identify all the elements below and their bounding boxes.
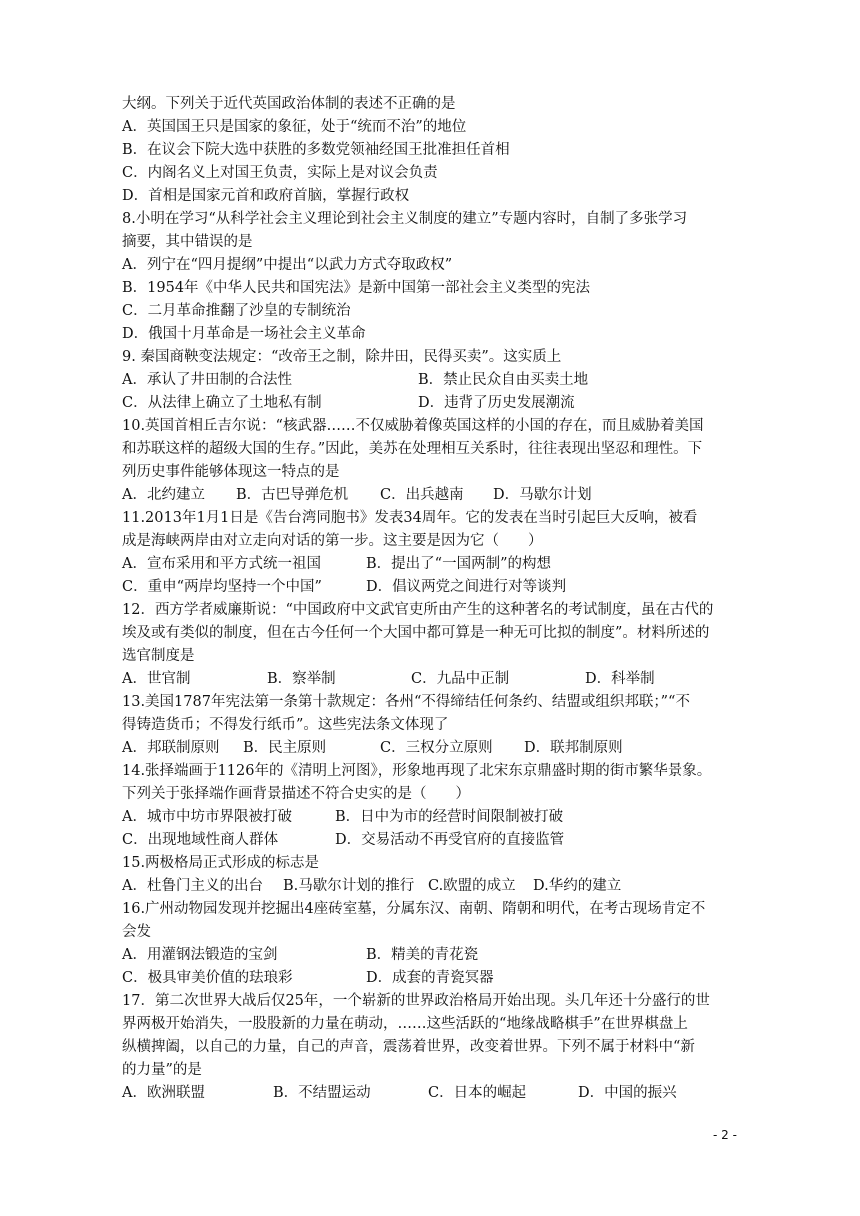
text-line: 16.广州动物园发现并挖掘出4座砖室墓，分属东汉、南朝、隋朝和明代，在考古现场肯定不 [122,901,706,917]
answer-option: C．出兵越南 [380,487,464,503]
answer-option: B．民主原则 [243,740,327,756]
answer-option: D．联邦制原则 [524,740,623,756]
answer-option: B．精美的青花瓷 [366,947,479,963]
answer-option: C．重申“两岸均坚持一个中国” [122,579,322,595]
answer-option: D．马歇尔计划 [493,487,592,503]
answer-option: B．察举制 [267,671,336,687]
answer-option: C．从法律上确立了土地私有制 [122,395,322,411]
answer-option: D．倡议两党之间进行对等谈判 [366,579,567,595]
answer-option: A．北约建立 [122,487,205,503]
text-line: 17．第二次世界大战后仅25年，一个崭新的世界政治格局开始出现。头几年还十分盛行的世 [122,993,710,1009]
text-line: D．俄国十月革命是一场社会主义革命 [122,326,366,342]
text-line: B．在议会下院大选中获胜的多数党领袖经国王批准担任首相 [122,142,510,158]
answer-option: C．三权分立原则 [380,740,493,756]
answer-option: A．邦联制原则 [122,740,220,756]
text-line: A．列宁在“四月提纲”中提出“以武力方式夺取政权” [122,257,453,273]
text-line: 8.小明在学习“从科学社会主义理论到社会主义制度的建立”专题内容时，自制了多张学习 [122,211,688,227]
text-line: 下列关于张择端作画背景描述不符合史实的是（ ） [122,786,470,802]
answer-option: A．承认了井田制的合法性 [122,372,292,388]
answer-option: B．禁止民众自由买卖土地 [418,372,589,388]
answer-option: D．成套的青瓷冥器 [366,970,494,986]
answer-option: A．用灌钢法锻造的宝剑 [122,947,278,963]
text-line: 选官制度是 [122,648,195,664]
answer-option: C.欧盟的成立 [428,878,516,894]
text-line: 列历史事件能够体现这一特点的是 [122,464,340,480]
text-line: 15.两极格局正式形成的标志是 [122,855,320,871]
text-line: 和苏联这样的超级大国的生存。”因此，美苏在处理相互关系时，往往表现出坚忍和理性。下 [122,441,703,457]
answer-option: C．日本的崛起 [428,1085,527,1101]
answer-option: D．交易活动不再受官府的直接监管 [335,832,565,848]
text-line: 9. 秦国商鞅变法规定：“改帝王之制，除井田，民得买卖”。这实质上 [122,349,562,365]
text-line: B．1954年《中华人民共和国宪法》是新中国第一部社会主义类型的宪法 [122,280,591,296]
text-line: 界两极开始消失，一股股新的力量在萌动，……这些活跃的“地缘战略棋手”在世界棋盘上 [122,1016,688,1032]
text-line: 的力量”的是 [122,1062,202,1078]
text-line: 12．西方学者威廉斯说：“中国政府中文武官吏所由产生的这种著名的考试制度，虽在古代的 [122,602,714,618]
text-line: A．英国国王只是国家的象征，处于“统而不治”的地位 [122,119,467,135]
answer-option: B．提出了“一国两制”的构想 [366,556,551,572]
text-line: 会发 [122,924,151,940]
text-line: 埃及或有类似的制度，但在古今任何一个大国中都可算是一种无可比拟的制度”。材料所述的 [122,625,710,641]
answer-option: C．极具审美价值的珐琅彩 [122,970,293,986]
text-line: 13.美国1787年宪法第一条第十款规定：各州“不得缔结任何条约、结盟或组织邦联；”“不 [122,694,690,710]
text-line: 10.英国首相丘吉尔说：“核武器……不仅威胁着像英国这样的小国的存在，而且威胁着美国 [122,418,704,434]
text-line: 成是海峡两岸由对立走向对话的第一步。这主要是因为它（ ） [122,533,543,549]
page-number: - 2 - [713,1128,737,1142]
answer-option: D．中国的振兴 [578,1085,677,1101]
answer-option: A．城市中坊市界限被打破 [122,809,292,825]
answer-option: B．日中为市的经营时间限制被打破 [335,809,564,825]
text-line: 得铸造货币；不得发行纸币”。这些宪法条文体现了 [122,717,449,733]
answer-option: D．违背了历史发展潮流 [418,395,575,411]
text-line: 大纲。下列关于近代英国政治体制的表述不正确的是 [122,96,456,112]
text-line: 摘要，其中错误的是 [122,234,253,250]
text-line: 纵横捭阖，以自己的力量，自己的声音，震荡着世界，改变着世界。下列不属于材料中“新 [122,1039,695,1055]
answer-option: A．杜鲁门主义的出台 [122,878,263,894]
answer-option: B.马歇尔计划的推行 [283,878,415,894]
answer-option: B．古巴导弹危机 [236,487,349,503]
text-line: C．内阁名义上对国王负责，实际上是对议会负责 [122,165,438,181]
text-line: 14.张择端画于1126年的《清明上河图》，形象地再现了北宋东京鼎盛时期的街市繁华景象。 [122,763,712,779]
text-line: D．首相是国家元首和政府首脑，掌握行政权 [122,188,410,204]
answer-option: A．欧洲联盟 [122,1085,205,1101]
answer-option: A．宣布采用和平方式统一祖国 [122,556,321,572]
answer-option: C．出现地域性商人群体 [122,832,279,848]
answer-option: B．不结盟运动 [273,1085,371,1101]
text-line: 11.2013年1月1日是《告台湾同胞书》发表34周年。它的发表在当时引起巨大反响，被看 [122,510,698,526]
answer-option: D.华约的建立 [533,878,622,894]
answer-option: C．九品中正制 [411,671,510,687]
answer-option: D．科举制 [585,671,655,687]
text-line: C．二月革命推翻了沙皇的专制统治 [122,303,351,319]
answer-option: A．世官制 [122,671,191,687]
